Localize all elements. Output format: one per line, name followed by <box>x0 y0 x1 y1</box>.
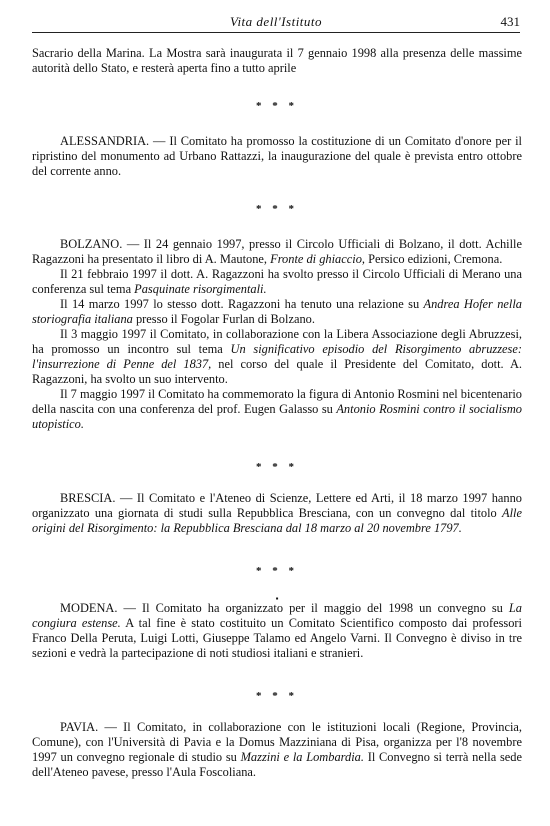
intro-paragraph: Sacrario della Marina. La Mostra sarà inaugurata il 7 gennaio 1998 alla presenza delle massime autorità dello Stato, e resterà aperta fino a tutto aprile <box>32 46 522 75</box>
section-separator: * * * <box>256 565 298 577</box>
pavia-paragraph: PAVIA. — Il Comitato, in collaborazione con le istituzioni locali (Regione, Provincia, Comune), con l'Università di Pavia e la Domus Mazziniana di Pisa, organizza per l'8 novembre 1997 un convegno regionale di studio su Mazzini e la Lombardia. Il Convegno si terrà nella sede dell'Ateneo pavese, presso l'Aula Foscoliana. <box>32 720 522 779</box>
bolzano-paragraph-3: Il 14 marzo 1997 lo stesso dott. Ragazzoni ha tenuto una relazione su Andrea Hofer nella storiografia italiana presso il Fogolar Furlan di Bolzano. <box>32 297 522 326</box>
page-number: 431 <box>500 14 520 29</box>
conference-title: Mazzini e la Lombardia. <box>240 750 364 764</box>
bolzano-paragraph-5: Il 7 maggio 1997 il Comitato ha commemorato la figura di Antonio Rosmini nel bicentenario della nascita con una conferenza del prof. Eugen Galasso su Antonio Rosmini contro il socialismo utopistico. <box>32 387 522 431</box>
bolzano-paragraph-4: Il 3 maggio 1997 il Comitato, in collaborazione con la Libera Associazione degli Abruzzesi, ha promosso un incontro sul tema Un significativo episodio del Risorgimento abruzzese: l'insurrezione di Penne del 1837, nel corso del quale il Presidente del Comitato, dott. A. Ragazzoni, ha svolto un suo intervento. <box>32 327 522 386</box>
section-separator: * * * <box>256 100 298 112</box>
lecture-title: Pasquinate risorgimentali. <box>134 282 267 296</box>
running-title: Vita dell'Istituto <box>229 14 323 29</box>
lecture-title: Antonio Rosmini contro il socialismo utopistico. <box>32 402 522 431</box>
section-separator: * * * <box>256 690 298 702</box>
alessandria-paragraph: ALESSANDRIA. — Il Comitato ha promosso la costituzione di un Comitato d'onore per il ripristino del monumento ad Urbano Rattazzi, la inaugurazione del quale è prevista entro ottobre del corrente anno. <box>32 134 522 178</box>
modena-paragraph: MODENA. — Il Comitato ha organizzato per il maggio del 1998 un convegno su La congiura estense. A tal fine è stato costituito un Comitato Scientifico composto dai professori Franco Della Peruta, Luigi Lotti, Giuseppe Talamo ed Angelo Varni. Il Convegno è diviso in tre sezioni e vedrà la partecipazione di noti studiosi italiani e stranieri. <box>32 601 522 660</box>
bolzano-paragraph-2: Il 21 febbraio 1997 il dott. A. Ragazzoni ha svolto presso il Circolo Ufficiali di Merano una conferenza sul tema Pasquinate risorgimentali. <box>32 267 522 296</box>
stray-mark: ▪ <box>275 594 279 603</box>
section-separator: * * * <box>256 203 298 215</box>
conference-title: La congiura estense. <box>32 601 522 630</box>
section-separator: * * * <box>256 461 298 473</box>
meeting-title: Un significativo episodio del Risorgimento abruzzese: l'insurrezione di Penne del 1837, <box>32 342 522 371</box>
conference-title: Alle origini del Risorgimento: la Repubblica Bresciana dal 18 marzo al 20 novembre 1797. <box>32 506 522 535</box>
page-header <box>32 14 520 33</box>
lecture-title: Andrea Hofer nella storiografia italiana <box>32 297 522 326</box>
page-body <box>32 46 522 780</box>
bolzano-paragraph-1: BOLZANO. — Il 24 gennaio 1997, presso il Circolo Ufficiali di Bolzano, il dott. Achille Ragazzoni ha presentato il libro di A. Mautone, Fronte di ghiaccio, Persico edizioni, Cremona. <box>32 237 522 266</box>
brescia-paragraph: BRESCIA. — Il Comitato e l'Ateneo di Scienze, Lettere ed Arti, il 18 marzo 1997 hanno organizzato una giornata di studi sulla Repubblica Bresciana, con un convegno dal titolo Alle origini del Risorgimento: la Repubblica Bresciana dal 18 marzo al 20 novembre 1797. <box>32 491 522 535</box>
book-title: Fronte di ghiaccio, <box>270 252 365 266</box>
